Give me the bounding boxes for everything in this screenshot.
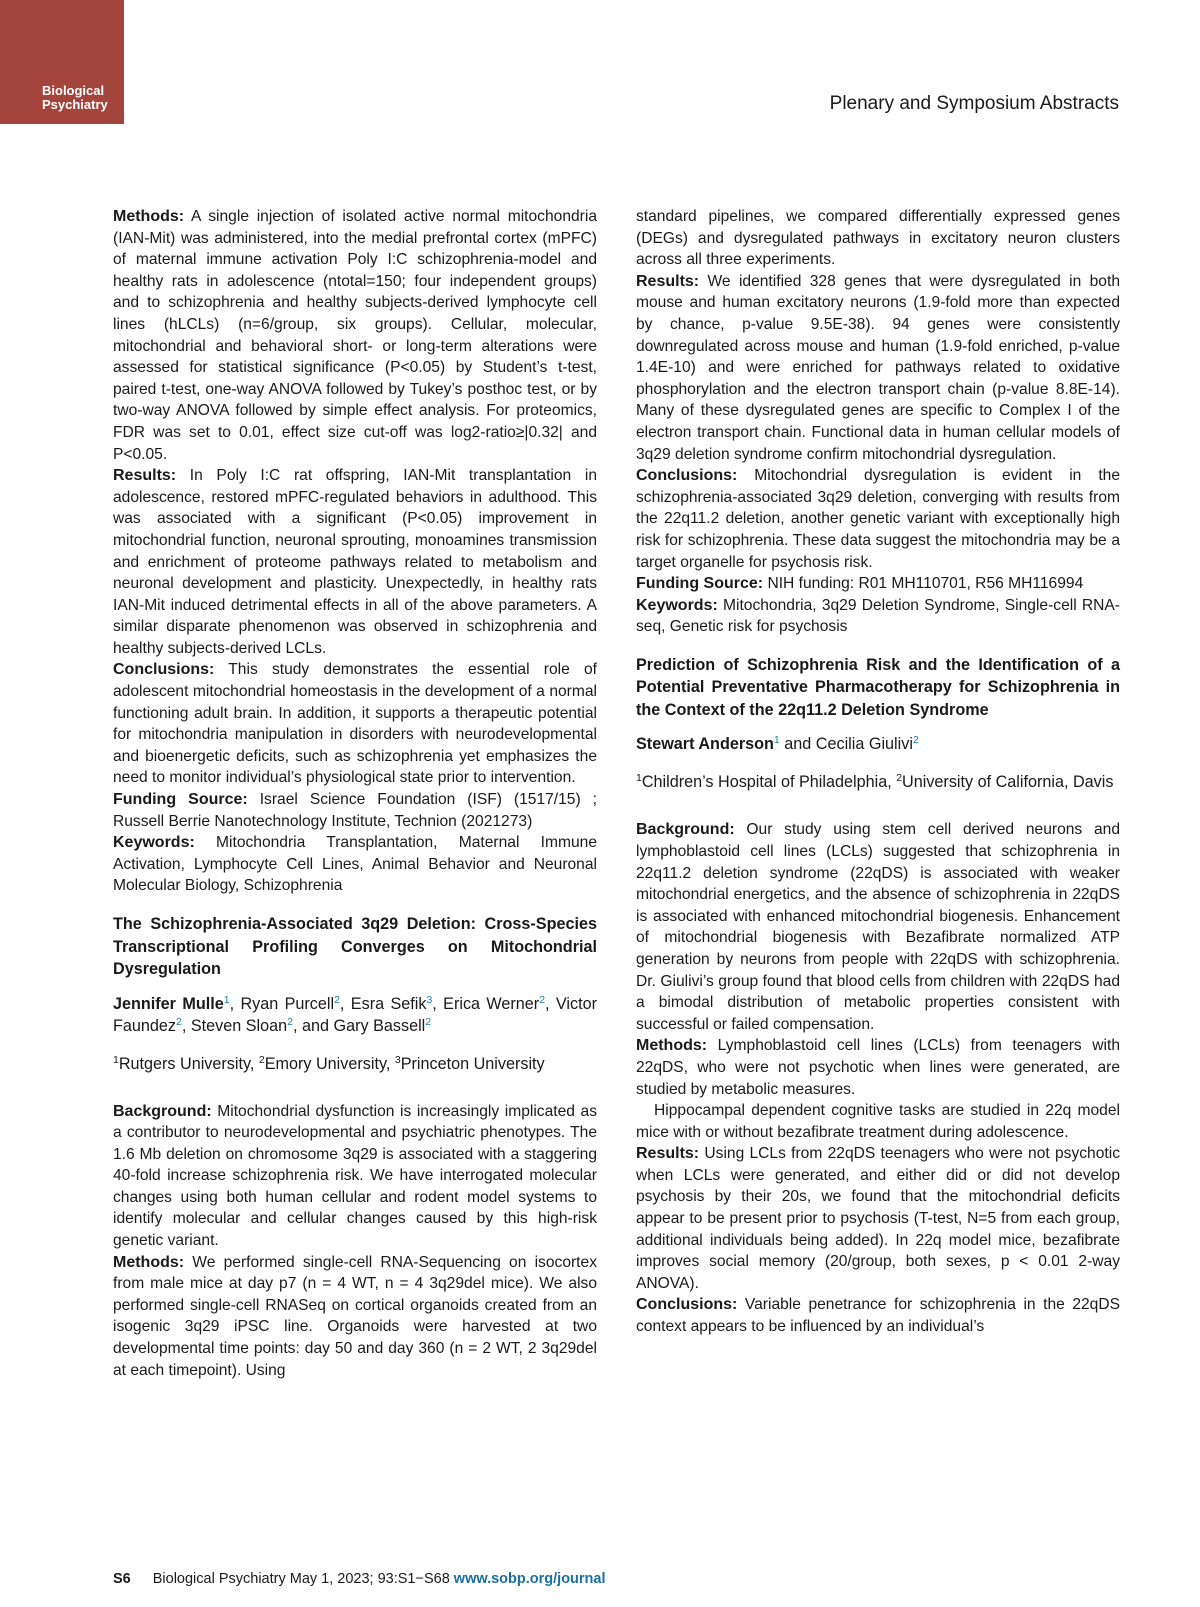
- author-list: Jennifer Mulle$^1$, Ryan Purcell$^2$, Esra Sefik$^3$, Erica Werner$^2$, Victor Faundez$^2$, Steven Sloan$^2$, and Gary Bassell$^2$: [113, 993, 597, 1035]
- journal-name-line1: Biological: [42, 83, 105, 98]
- journal-name: [42, 84, 108, 112]
- keywords-label: Keywords:: [113, 834, 195, 852]
- affiliation-name: Children’s Hospital of Philadelphia,: [641, 773, 897, 792]
- results-label: Results:: [113, 467, 177, 485]
- conclusions-paragraph: [636, 1294, 1120, 1337]
- left-column: [113, 206, 597, 1381]
- right-column: [636, 206, 1120, 1338]
- keywords-text: Mitochondria, 3q29 Deletion Syndrome, Single-cell RNA-seq, Genetic risk for psychosis: [636, 596, 1120, 636]
- conclusions-text: This study demonstrates the essential role of adolescent mitochondrial homeostasis in the development of a normal functioning adult brain. In addition, it supports a therapeutic potential for mitochondria manipulation in disorders with neurodevelopmental and bioenergetic deficits, such as schizophrenia yet emphasizes the need to monitor individual’s physiological state prior to intervention.: [113, 661, 597, 787]
- author-name: Ryan Purcell: [240, 994, 335, 1013]
- page-footer: [113, 1571, 606, 1587]
- conclusions-paragraph: [113, 659, 597, 789]
- methods-label: Methods:: [113, 208, 185, 225]
- author-name: Stewart Anderson: [636, 735, 774, 754]
- journal-logo-tab: [0, 0, 124, 124]
- conclusions-label: Conclusions:: [636, 467, 738, 485]
- author-affiliation-sup: 2: [912, 734, 919, 747]
- author-name: Steven Sloan: [190, 1016, 288, 1035]
- affiliation-list: $^1$Children’s Hospital of Philadelphia, $^2$University of California, Davis: [636, 772, 1114, 792]
- author-name: Erica Werner: [443, 994, 540, 1013]
- journal-name-line2: Psychiatry: [42, 97, 108, 112]
- affiliation-list: $^1$Rutgers University, $^2$Emory University, $^3$Princeton University: [113, 1053, 545, 1073]
- results-label: Results:: [636, 272, 700, 290]
- author-name: Esra Sefik: [350, 994, 427, 1013]
- funding-text: Israel Science Foundation (ISF) (1517/15) ; Russell Berrie Nanotechnology Institute, Technion (2021273): [113, 791, 597, 830]
- page-number: S6: [113, 1571, 131, 1587]
- funding-paragraph: [113, 789, 597, 832]
- methods-continued-paragraph: standard pipelines, we compared differentially expressed genes (DEGs) and dysregulated pathways in excitatory neuron clusters across all three experiments.: [636, 208, 1120, 269]
- funding-text: NIH funding: R01 MH110701, R56 MH116994: [763, 575, 1084, 593]
- keywords-text: Mitochondria Transplantation, Maternal Immune Activation, Lymphocyte Cell Lines, Animal Behavior and Neuronal Molecular Biology, Schizophrenia: [113, 834, 597, 895]
- methods-paragraph: [113, 1252, 597, 1382]
- author-name: Victor Faundez: [113, 994, 597, 1035]
- author-affiliation-sup: 2: [334, 993, 340, 1006]
- author-name: Jennifer Mulle: [113, 994, 224, 1013]
- abstract-title: The Schizophrenia-Associated 3q29 Deletion: Cross-Species Transcriptional Profiling Converges on Mitochondrial Dysregulation: [113, 915, 597, 978]
- methods-paragraph-2: Hippocampal dependent cognitive tasks are studied in 22q model mice with or without bezafibrate treatment during adolescence.: [636, 1102, 1120, 1141]
- methods-text: A single injection of isolated active normal mitochondria (IAN-Mit) was administered, into the medial prefrontal cortex (mPFC) of maternal immune activation Poly I:C schizophrenia-model and healthy rats in adolescence (ntotal=150; four independent groups) and to schizophrenia and healthy subjects-derived lymphocyte cell lines (hLCLs) (n=6/group, six groups). Cellular, molecular, mitochondrial and behavioral short- or long-term alterations were assessed for statistical significance (P<0.05) by Student’s t-test, paired t-test, one-way ANOVA followed by Tukey’s posthoc test, or by two-way ANOVA followed by simple effect analysis. For proteomics, FDR was set to 0.01, effect size cut-off was log2-ratio≥|0.32| and P<0.05.: [113, 208, 597, 463]
- results-paragraph: [636, 271, 1120, 465]
- keywords-label: Keywords:: [636, 596, 718, 614]
- funding-label: Funding Source:: [113, 791, 248, 809]
- conclusions-text: Mitochondrial dysregulation is evident in the schizophrenia-associated 3q29 deletion, converging with results from the 22q11.2 deletion, another genetic variant with exceptionally high risk for schizophrenia. These data suggest the mitochondria may be a target organelle for psychosis risk.: [636, 467, 1120, 571]
- journal-citation: Biological Psychiatry May 1, 2023; 93:S1−S68: [152, 1571, 454, 1587]
- author-affiliation-sup: 2: [425, 1015, 432, 1028]
- background-paragraph: [113, 1101, 597, 1252]
- author-list: Stewart Anderson$^1$ and Cecilia Giulivi$^2$: [636, 734, 919, 754]
- affiliation-name: Princeton University: [400, 1054, 545, 1073]
- author-name: Cecilia Giulivi: [815, 735, 913, 754]
- background-text: Our study using stem cell derived neurons and lymphoblastoid cell lines (LCLs) suggested that schizophrenia in 22q11.2 deletion syndrome (22qDS) is associated with weaker mitochondrial energetics, and the absence of schizophrenia in 22qDS is associated with enhanced mitochondrial biogenesis. Enhancement of mitochondrial biogenesis with Bezafibrate normalized ATP generation by neurons from people with 22qDS with schizophrenia. Dr. Giulivi’s group found that blood cells from children with 22qDS had a bimodal distribution of metabolic properties consistent with successful or failed compensation.: [636, 821, 1120, 1033]
- conclusions-paragraph: [636, 465, 1120, 573]
- results-label: Results:: [636, 1145, 700, 1163]
- results-text: In Poly I:C rat offspring, IAN-Mit transplantation in adolescence, restored mPFC-regulated behaviors in adulthood. This was associated with a significant (P<0.05) improvement in mitochondrial function, neuronal sprouting, monoamines transmission and enrichment of proteome pathways related to metabolism and neuronal development and plasticity. Unexpectedly, in healthy rats IAN-Mit induced detrimental effects in all of the above parameters. A similar disparate phenomenon was observed in schizophrenia and healthy subjects-derived LCLs.: [113, 467, 597, 657]
- abstract-title: Prediction of Schizophrenia Risk and the Identification of a Potential Preventative Pharmacotherapy for Schizophrenia in the Context of the 22q11.2 Deletion Syndrome: [636, 655, 1120, 719]
- results-paragraph: [113, 465, 597, 659]
- methods-label: Methods:: [636, 1037, 708, 1055]
- conclusions-label: Conclusions:: [113, 661, 215, 679]
- conclusions-label: Conclusions:: [636, 1296, 738, 1314]
- keywords-paragraph: [113, 832, 597, 897]
- keywords-paragraph: [636, 595, 1120, 638]
- methods-label: Methods:: [113, 1253, 185, 1271]
- funding-paragraph: [636, 573, 1120, 595]
- author-affiliation-sup: 1: [223, 993, 230, 1006]
- affiliation-name: Rutgers University,: [118, 1054, 259, 1073]
- results-text: Using LCLs from 22qDS teenagers who were not psychotic when LCLs were generated, and either did or did not develop psychosis by their 20s, we found that the mitochondrial deficits appear to be present prior to psychosis (T-test, N=5 from each group, additional individuals being added). In 22q model mice, bezafibrate improves social memory (20/group, both sexes, p < 0.01 2-way ANOVA).: [636, 1145, 1120, 1292]
- affiliation-name: Emory University,: [264, 1054, 395, 1073]
- author-affiliation-sup: 2: [176, 1015, 182, 1028]
- conclusions-text: Variable penetrance for schizophrenia in the 22qDS context appears to be influenced by an individual’s: [636, 1296, 1120, 1336]
- funding-label: Funding Source:: [636, 575, 764, 593]
- background-label: Background:: [113, 1102, 212, 1120]
- background-label: Background:: [636, 821, 735, 839]
- journal-url-link[interactable]: www.sobp.org/journal: [453, 1571, 606, 1587]
- author-affiliation-sup: 1: [773, 734, 780, 747]
- author-affiliation-sup: 3: [426, 993, 433, 1006]
- background-paragraph: [636, 819, 1120, 1035]
- methods-paragraph: [636, 1035, 1120, 1100]
- author-name: Gary Bassell: [333, 1016, 426, 1035]
- affiliation-name: University of California, Davis: [902, 773, 1114, 792]
- methods-paragraph: [113, 206, 597, 465]
- section-label: Plenary and Symposium Abstracts: [829, 93, 1119, 114]
- results-text: We identified 328 genes that were dysregulated in both mouse and human excitatory neurons (1.9-fold more than expected by chance, p-value 9.5E-38). 94 genes were consistently downregulated across mouse and human (1.9-fold enriched, p-value 1.4E-10) and were enriched for pathways related to oxidative phosphorylation and the electron transport chain (p-value 8.8E-14). Many of these dysregulated genes are specific to Complex I of the electron transport chain. Functional data in human cellular models of 3q29 deletion syndrome confirm mitochondrial dysregulation.: [636, 272, 1120, 463]
- results-paragraph: [636, 1143, 1120, 1294]
- methods-text: Lymphoblastoid cell lines (LCLs) from teenagers with 22qDS, who were not psychotic when lines were generated, are studied by metabolic measures.: [636, 1037, 1120, 1098]
- author-affiliation-sup: 2: [539, 993, 546, 1006]
- author-affiliation-sup: 2: [287, 1015, 293, 1028]
- methods-text: We performed single-cell RNA-Sequencing on isocortex from male mice at day p7 (n = 4 WT, n = 4 3q29del mice). We also performed single-cell RNASeq on cortical organoids created from an isogenic 3q29 iPSC line. Organoids were harvested at two developmental time points: day 50 and day 360 (n = 2 WT, 2 3q29del at each timepoint). Using: [113, 1253, 597, 1379]
- background-text: Mitochondrial dysfunction is increasingly implicated as a contributor to neurodevelopmental and psychiatric phenotypes. The 1.6 Mb deletion on chromosome 3q29 is associated with a staggering 40-fold increase schizophrenia risk. We have interrogated molecular changes using both human cellular and rodent model systems to identify molecular and cellular changes caused by this high-risk genetic variant.: [113, 1102, 597, 1250]
